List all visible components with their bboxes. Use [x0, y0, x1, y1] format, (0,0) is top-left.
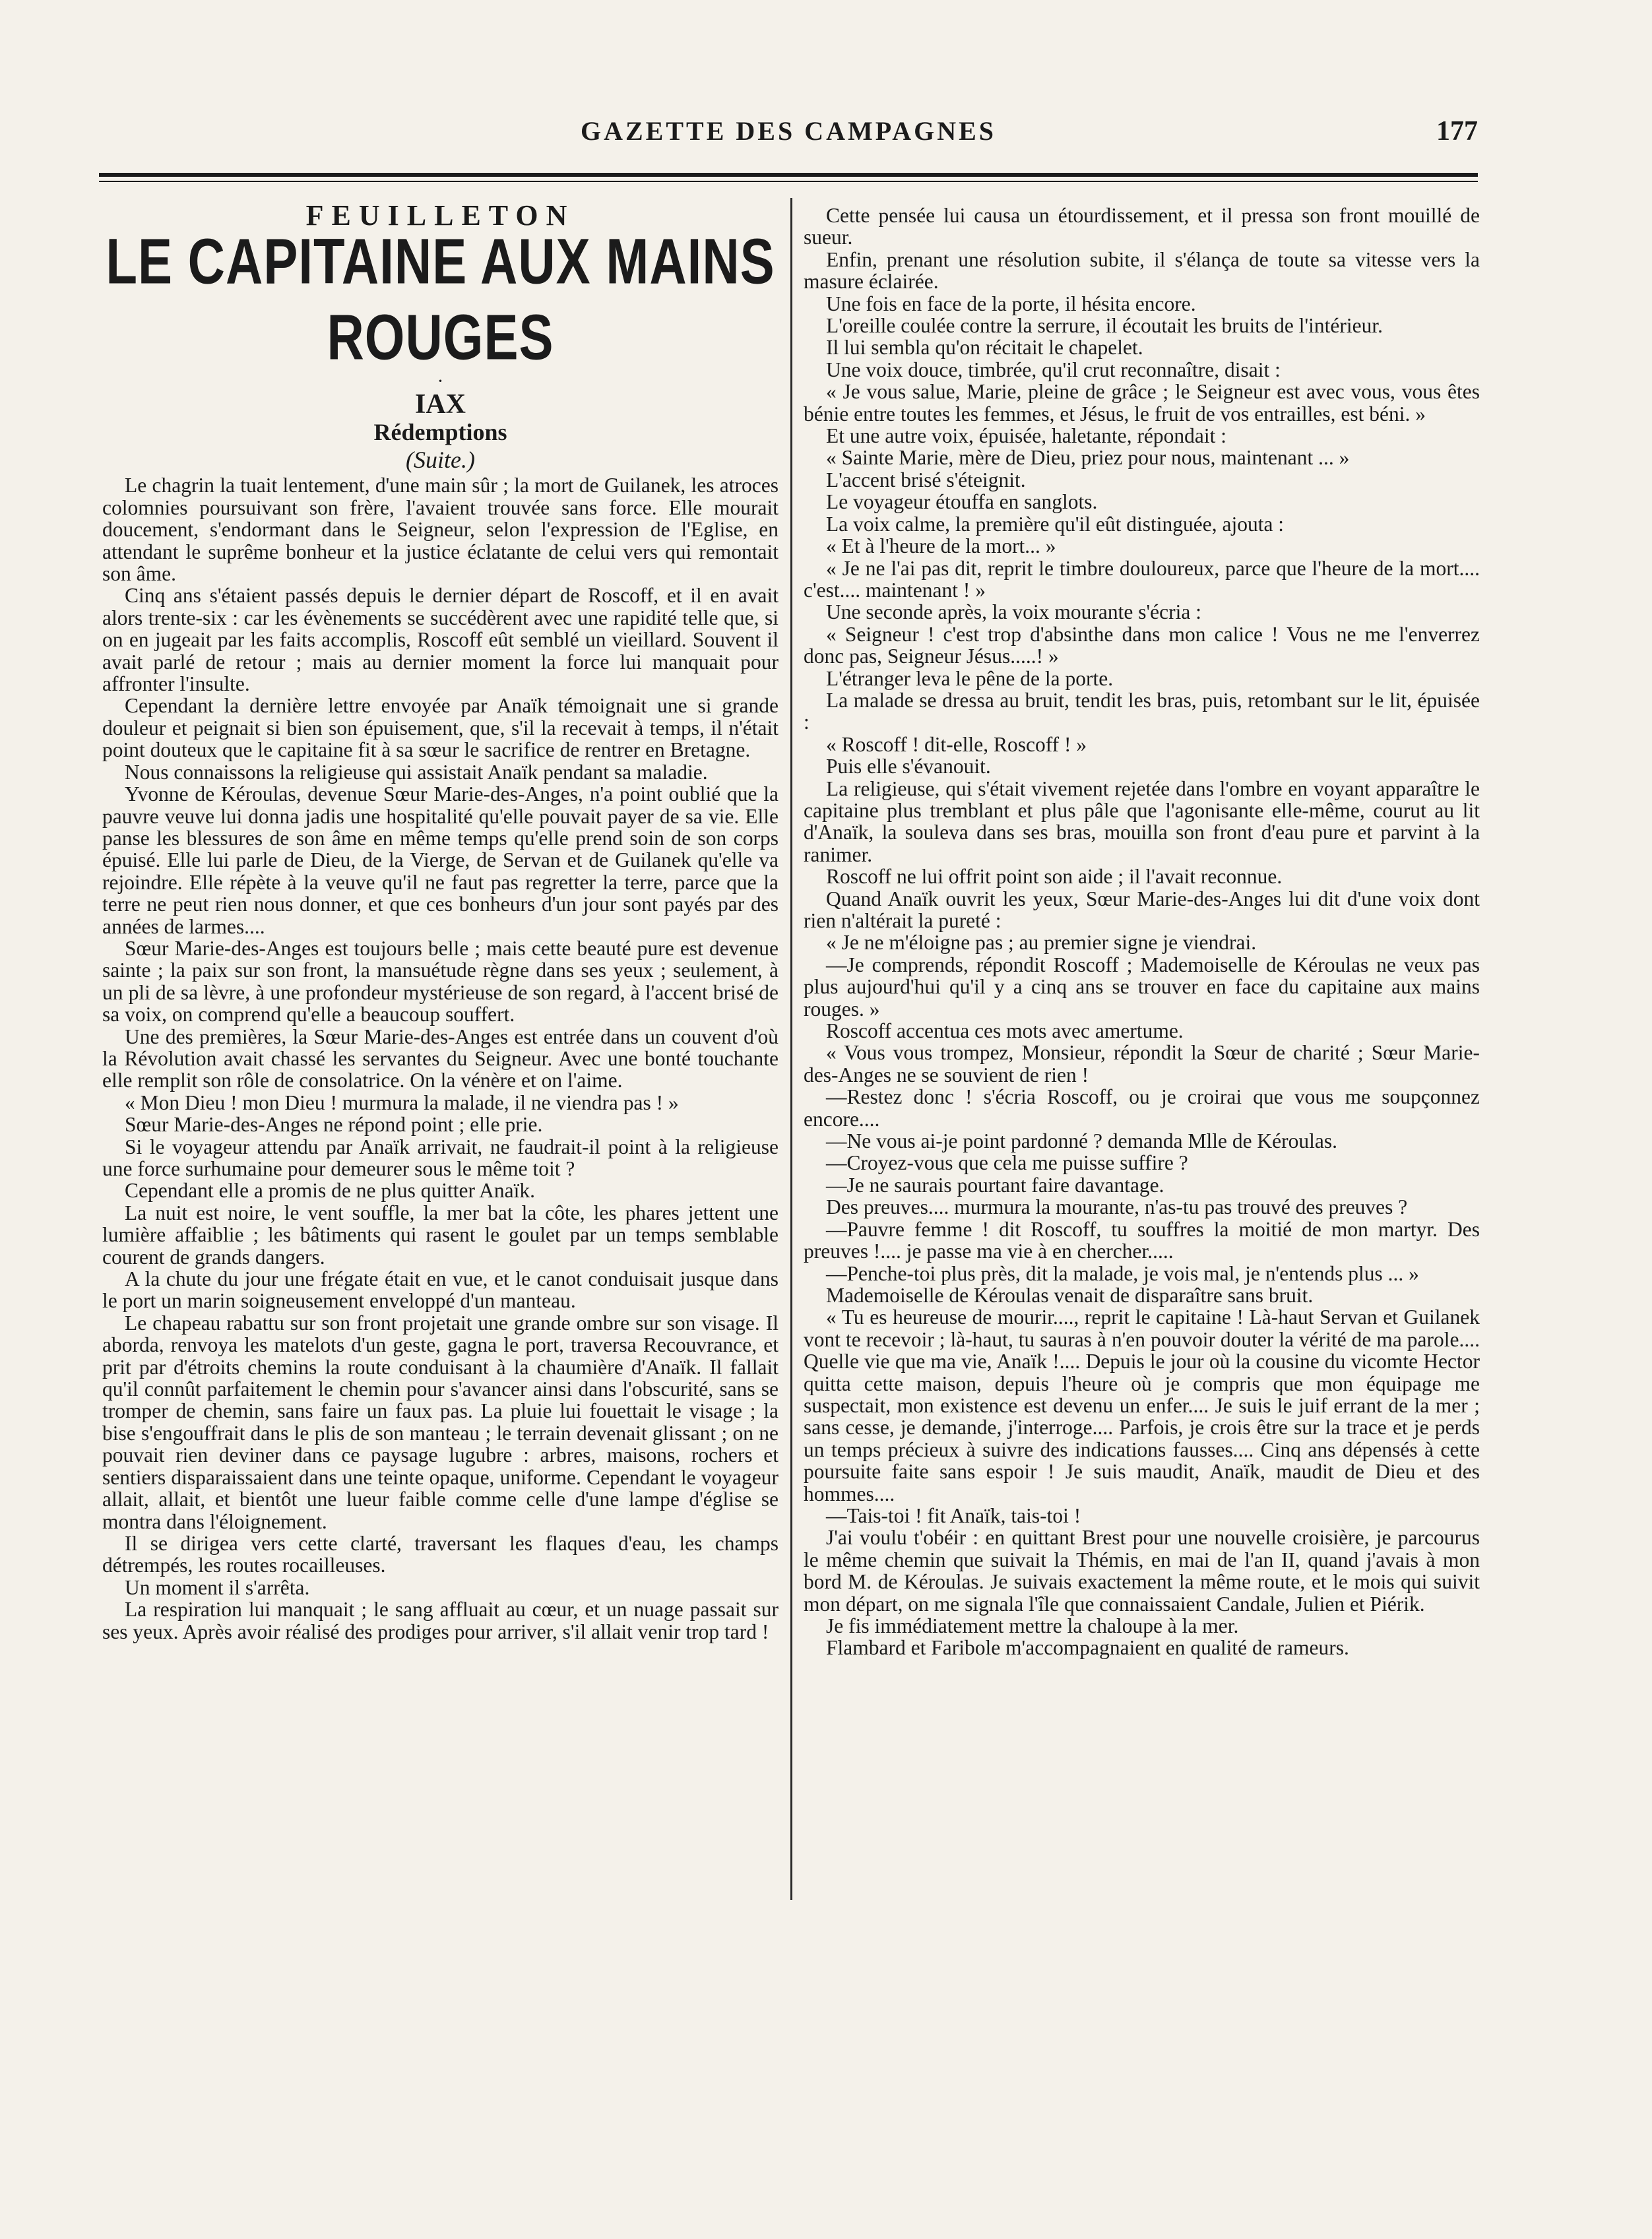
- header-rule-thick: [99, 173, 1478, 177]
- paragraph: Une voix douce, timbrée, qu'il crut reconnaître, disait :: [826, 358, 1281, 381]
- paragraph: Une seconde après, la voix mourante s'écria :: [826, 600, 1201, 624]
- paragraph: Yvonne de Kéroulas, devenue Sœur Marie-des-Anges, n'a point oublié que la pauvre veuve lui donna jadis une hospitalité qu'elle pouvait payer de sa vie. Elle panse les blessures de son âme en même temps qu'elle prend soin de son corps épuisé. Elle lui parle de Dieu, de la Vierge, de Servan et de Guilanek qu'elle va rejoindre. Elle répète à la veuve qu'il ne faut pas regretter la terre, parce que la terre ne peut rien nous donner, et que ces bonheurs d'un jour sont payés par des années de larmes....: [102, 782, 778, 938]
- suite-note: (Suite.): [406, 447, 475, 474]
- paragraph: L'étranger leva le pêne de la porte.: [826, 666, 1114, 690]
- chapter-number: IAX: [414, 389, 466, 420]
- paragraph: Quand Anaïk ouvrit les yeux, Sœur Marie-des-Anges lui dit d'une voix dont rien n'altérait la pureté :: [804, 887, 1480, 932]
- paragraph: L'accent brisé s'éteignit.: [826, 468, 1026, 491]
- paragraph: —Pauvre femme ! dit Roscoff, tu souffres la moitié de mon martyr. Des preuves !.... je passe ma vie à en chercher.....: [804, 1217, 1480, 1263]
- paragraph: —Je comprends, répondit Roscoff ; Mademoiselle de Kéroulas ne veux pas plus aujourd'hui qu'il y a cinq ans se trouver en face du capitaine aux mains rouges. »: [804, 953, 1480, 1021]
- right-column-body: [804, 205, 1480, 1659]
- paragraph: Sœur Marie-des-Anges est toujours belle ; mais cette beauté pure est devenue sainte ; la paix sur son front, la mansuétude règne dans ses yeux ; seulement, à un pli de sa lèvre, à une profondeur mystérieuse de son regard, à l'accent brisé de sa voix, on comprend qu'elle a beaucoup souffert.: [102, 936, 778, 1026]
- left-column: [102, 199, 778, 1643]
- paragraph: Cependant elle a promis de ne plus quitter Anaïk.: [125, 1179, 535, 1203]
- ornament-dot: ·: [437, 370, 444, 393]
- page-header: [99, 109, 1478, 162]
- paragraph: « Mon Dieu ! mon Dieu ! murmura la malade, il ne viendra pas ! »: [125, 1090, 679, 1114]
- paragraph: Puis elle s'évanouit.: [826, 755, 991, 778]
- journal-title: GAZETTE DES CAMPAGNES: [580, 116, 996, 146]
- paragraph: Un moment il s'arrêta.: [125, 1575, 310, 1599]
- paragraph: « Tu es heureuse de mourir...., reprit le capitaine ! Là-haut Servan et Guilanek vont te recevoir ; là-haut, tu sauras à n'en pouvoir douter la vérité de ma parole.... Quelle vie que ma vie, Anaïk !.... Depuis le jour où la cousine du vicomte Hector quitta cette maison, depuis l'heure où je compris que mon équipage me suspectait, mon existence est devenu un enfer.... Je suis le juif errant de la mer ; sans cesse, je demande, j'interroge.... Parfois, je crois être sur la trace et je perds un temps précieux à suivre des indications fausses.... Cinq ans dépensés à cette poursuite faite sans espoir ! Je suis maudit, Anaïk, maudit de Dieu et des hommes....: [804, 1306, 1480, 1505]
- paragraph: A la chute du jour une frégate était en vue, et le canot conduisait jusque dans le port un marin soigneusement enveloppé d'un manteau.: [102, 1267, 778, 1313]
- paragraph: Et une autre voix, épuisée, haletante, répondait :: [826, 424, 1227, 448]
- paragraph: L'oreille coulée contre la serrure, il écoutait les bruits de l'intérieur.: [826, 314, 1383, 338]
- paragraph: Sœur Marie-des-Anges ne répond point ; elle prie.: [125, 1113, 543, 1137]
- paragraph: Cette pensée lui causa un étourdissement, et il pressa son front mouillé de sueur.: [804, 204, 1480, 249]
- right-column: [804, 205, 1480, 1659]
- paragraph: Le chapeau rabattu sur son front projetait une grande ombre sur son visage. Il aborda, renvoya les matelots d'un geste, gagna le port, traversa Recouvrance, et prit par d'étroits chemins la route conduisant à la chaumière d'Anaïk. Il fallait qu'il connût parfaitement le chemin pour s'avancer ainsi dans l'obscurité, sans se tromper de chemin, sans faire un faux pas. La pluie lui fouettait le visage ; la bise s'engouffrait dans le plis de son manteau ; le terrain devenait glissant ; on ne pouvait rien deviner dans ce paysage lugubre : arbres, maisons, rochers et sentiers disparaissaient dans une teinte opaque, uniforme. Cependant le voyageur allait, allait, et bientôt une lueur faible comme celle d'une lampe d'église se montra dans l'éloignement.: [102, 1311, 778, 1533]
- paragraph: J'ai voulu t'obéir : en quittant Brest pour une nouvelle croisière, je parcourus le même chemin que suivait la Thémis, en mai de l'an II, quand j'avais à mon bord M. de Kéroulas. Je suivais exactement la même route, et le mois qui suivit mon départ, on me signala l'île que connaissaient Candale, Julien et Piérik.: [804, 1526, 1480, 1616]
- feuilleton-label: FEUILLETON: [305, 199, 575, 232]
- paragraph: Si le voyageur attendu par Anaïk arrivait, ne faudrait-il point à la religieuse une force surhumaine pour demeurer sous le même toit ?: [102, 1135, 778, 1180]
- paragraph: Des preuves.... murmura la mourante, n'as-tu pas trouvé des preuves ?: [826, 1195, 1408, 1219]
- paragraph: Nous connaissons la religieuse qui assistait Anaïk pendant sa maladie.: [125, 760, 708, 784]
- paragraph: « Et à l'heure de la mort... »: [826, 534, 1056, 558]
- paragraph: Cinq ans s'étaient passés depuis le dernier départ de Roscoff, et il en avait alors trente-six : car les évènements se succédèrent avec une rapidité telle que, si on en jugeait par les faits accomplis, Roscoff eût semblé un vieillard. Souvent il avait parlé de retour ; mais au dernier moment la force lui manquait pour affronter l'insulte.: [102, 584, 778, 696]
- left-column-body: [102, 474, 778, 1643]
- page-number: 177: [1436, 116, 1478, 146]
- paragraph: —Penche-toi plus près, dit la malade, je vois mal, je n'entends plus ... »: [826, 1261, 1419, 1285]
- paragraph: —Ne vous ai-je point pardonné ? demanda Mlle de Kéroulas.: [826, 1129, 1338, 1153]
- paragraph: La voix calme, la première qu'il eût distinguée, ajouta :: [826, 512, 1285, 536]
- paragraph: « Seigneur ! c'est trop d'absinthe dans mon calice ! Vous ne me l'enverrez donc pas, Seigneur Jésus.....! »: [804, 622, 1480, 668]
- paragraph: La nuit est noire, le vent souffle, la mer bat la côte, les phares jettent une lumière affaiblie ; les bâtiments qui rasent le goulet par un temps semblable courent de grands dangers.: [102, 1201, 778, 1269]
- paragraph: « Je ne l'ai pas dit, reprit le timbre douloureux, parce que l'heure de la mort.... c'est.... maintenant ! »: [804, 556, 1480, 602]
- serial-title: LE CAPITAINE AUX MAINS ROUGES: [106, 224, 775, 373]
- paragraph: —Je ne saurais pourtant faire davantage.: [826, 1173, 1164, 1197]
- paragraph: Une fois en face de la porte, il hésita encore.: [826, 292, 1196, 315]
- paragraph: « Roscoff ! dit-elle, Roscoff ! »: [826, 732, 1087, 756]
- paragraph: —Croyez-vous que cela me puisse suffire ?: [826, 1151, 1188, 1175]
- paragraph: La religieuse, qui s'était vivement rejetée dans l'ombre en voyant apparaître le capitaine plus tremblant et plus pâle que l'agonisante elle-même, courut au lit d'Anaïk, la souleva dans ses bras, mouilla son front d'eau pure et parvint à la ranimer.: [804, 776, 1480, 866]
- paragraph: La malade se dressa au bruit, tendit les bras, puis, retombant sur le lit, épuisée :: [804, 688, 1480, 734]
- paragraph: « Je vous salue, Marie, pleine de grâce ; le Seigneur est avec vous, vous êtes bénie entre toutes les femmes, et Jésus, le fruit de vos entrailles, est béni. »: [804, 380, 1480, 426]
- header-rule-thin: [99, 181, 1478, 182]
- paragraph: Enfin, prenant une résolution subite, il s'élança de toute sa vitesse vers la masure éclairée.: [804, 247, 1480, 294]
- paragraph: La respiration lui manquait ; le sang affluait au cœur, et un nuage passait sur ses yeux. Après avoir réalisé des prodiges pour arriver, s'il allait venir trop tard !: [102, 1598, 778, 1643]
- paragraph: Il se dirigea vers cette clarté, traversant les flaques d'eau, les champs détrempés, les routes rocailleuses.: [102, 1531, 778, 1577]
- paragraph: Roscoff accentua ces mots avec amertume.: [826, 1019, 1184, 1043]
- paragraph: Mademoiselle de Kéroulas venait de disparaître sans bruit.: [826, 1283, 1314, 1307]
- paragraph: Flambard et Faribole m'accompagnaient en qualité de rameurs.: [826, 1636, 1349, 1660]
- paragraph: Cependant la dernière lettre envoyée par Anaïk témoignait une si grande douleur et peignait si bien son épuisement, que, s'il la recevait à temps, il n'était point douteux que le capitaine fit à sa sœur le sacrifice de rentrer en Bretagne.: [102, 694, 778, 762]
- paragraph: —Restez donc ! s'écria Roscoff, ou je croirai que vous me soupçonnez encore....: [804, 1085, 1480, 1131]
- paragraph: Roscoff ne lui offrit point son aide ; il l'avait reconnue.: [826, 865, 1283, 889]
- paragraph: « Je ne m'éloigne pas ; au premier signe je viendrai.: [826, 931, 1257, 955]
- paragraph: Le voyageur étouffa en sanglots.: [826, 490, 1098, 514]
- paragraph: Une des premières, la Sœur Marie-des-Anges est entrée dans un couvent d'où la Révolution avait chassé les servantes du Seigneur. Avec une bonté touchante elle remplit son rôle de consolatrice. On la vénère et on l'aime.: [102, 1025, 778, 1092]
- paragraph: Le chagrin la tuait lentement, d'une main sûr ; la mort de Guilanek, les atroces colomnies poursuivant son frère, l'avaient trouvée sans force. Elle mourait doucement, s'endormant dans le Seigneur, selon l'expression de l'Eglise, en attendant le suprême bonheur et la justice éclatante de celui vers qui remontait son âme.: [102, 474, 778, 586]
- column-divider: [790, 198, 792, 1900]
- paragraph: Je fis immédiatement mettre la chaloupe à la mer.: [826, 1614, 1239, 1637]
- paragraph: « Vous vous trompez, Monsieur, répondit la Sœur de charité ; Sœur Marie-des-Anges ne se souvient de rien !: [804, 1041, 1480, 1087]
- paragraph: Il lui sembla qu'on récitait le chapelet.: [826, 336, 1143, 360]
- paragraph: « Sainte Marie, mère de Dieu, priez pour nous, maintenant ... »: [826, 446, 1350, 470]
- paragraph: —Tais-toi ! fit Anaïk, tais-toi !: [826, 1503, 1081, 1527]
- chapter-subtitle: Rédemptions: [373, 419, 507, 446]
